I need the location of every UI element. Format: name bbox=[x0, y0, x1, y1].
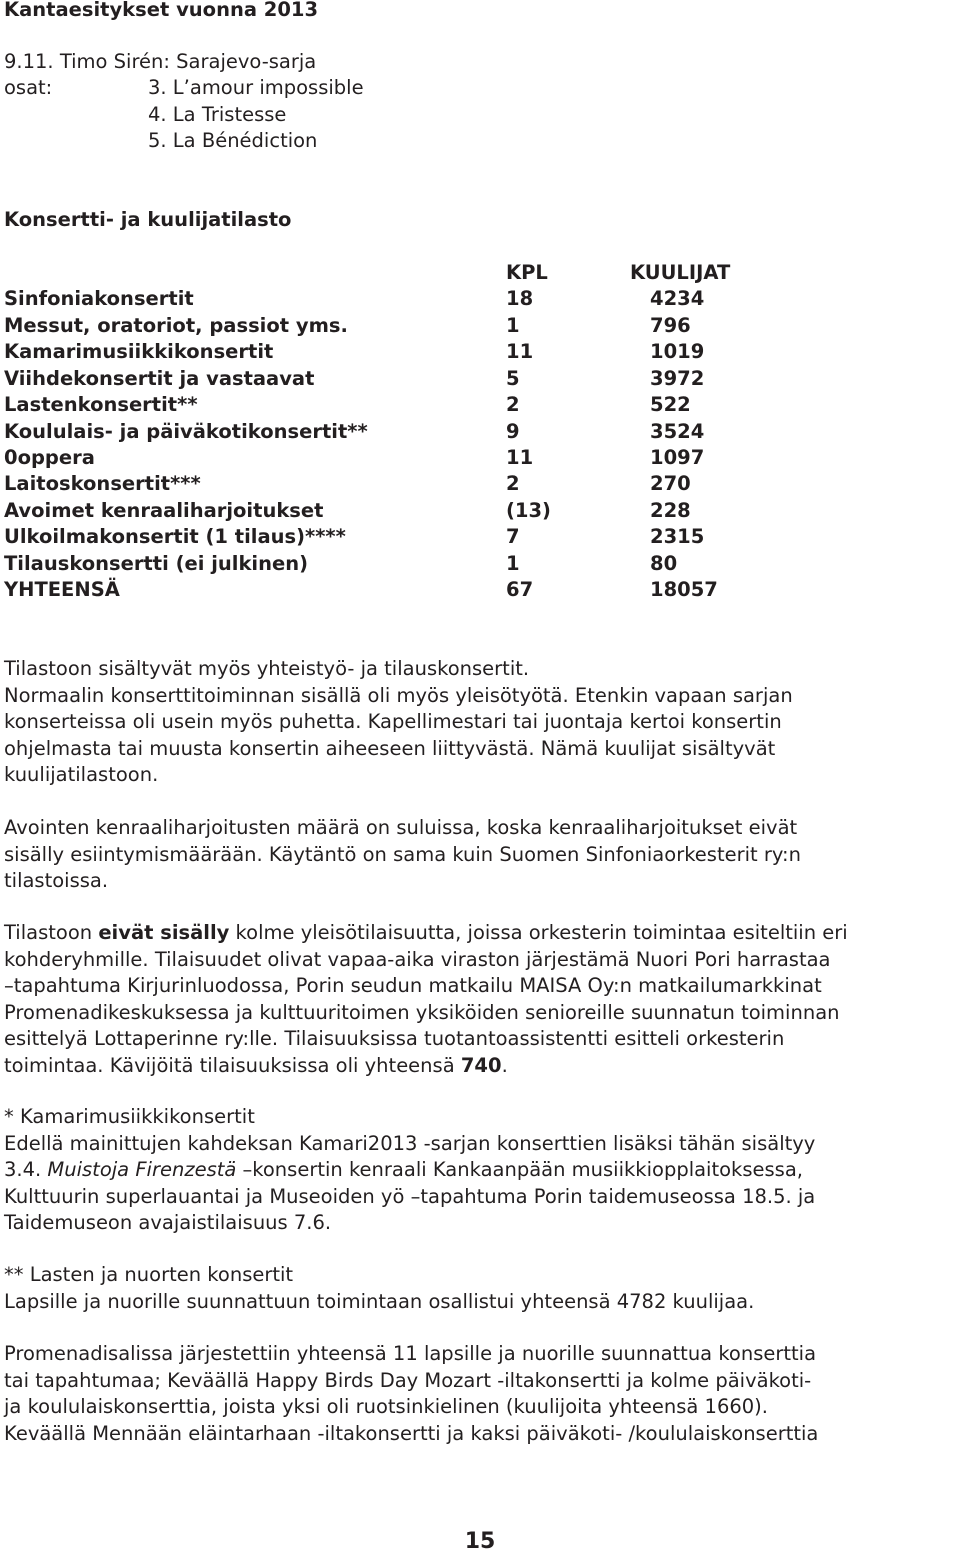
row-name: YHTEENSÄ bbox=[4, 578, 120, 601]
row-name: Viihdekonsertit ja vastaavat bbox=[4, 367, 315, 390]
table-row bbox=[0, 392, 960, 418]
text-line: ohjelmasta tai muusta konsertin aiheeseen liittyvästä. Nämä kuulijat sisältyvät bbox=[4, 736, 776, 760]
table-row bbox=[0, 366, 960, 392]
table-row bbox=[0, 339, 960, 365]
text-line: 3.4. Muistoja Firenzestä –konsertin kenraali Kankaanpään musiikkiopplaitoksessa, bbox=[4, 1158, 803, 1181]
text-line: konserteissa oli usein myös puhetta. Kapellimestari tai juontaja kertoi konsertin bbox=[4, 710, 782, 733]
row-kuulijat: 4234 bbox=[650, 287, 705, 310]
row-kpl: 5 bbox=[506, 367, 520, 390]
premiere-part: 5. La Bénédiction bbox=[148, 129, 318, 152]
table-row bbox=[0, 419, 960, 445]
table-row bbox=[0, 551, 960, 577]
table-row bbox=[0, 498, 960, 524]
note-paragraph bbox=[4, 1104, 959, 1237]
text-line: Edellä mainittujen kahdeksan Kamari2013 -sarjan konserttien lisäksi tähän sisältyy bbox=[4, 1131, 816, 1155]
text-line: * Kamarimusiikkikonsertit bbox=[4, 1105, 255, 1128]
col-header-kpl: KPL bbox=[506, 261, 548, 284]
row-kuulijat: 1019 bbox=[650, 340, 705, 363]
premiere-part: 3. L’amour impossible bbox=[148, 76, 364, 99]
row-name: Lastenkonsertit** bbox=[4, 393, 198, 416]
text-line: Promenadisalissa järjestettiin yhteensä 11 lapsille ja nuorille suunnattua konserttia bbox=[4, 1342, 817, 1365]
premiere-osat-label: osat: bbox=[4, 76, 53, 99]
text-line: Avointen kenraaliharjoitusten määrä on suluissa, koska kenraaliharjoitukset eivät bbox=[4, 816, 798, 839]
table-row-total bbox=[0, 577, 960, 603]
text-line: sisälly esiintymismäärään. Käytäntö on sama kuin Suomen Sinfoniaorkesterit ry:n bbox=[4, 842, 801, 866]
text-line: esittelyä Lottaperinne ry:lle. Tilaisuuksissa tuotantoassistentti esitteli orkesterin bbox=[4, 1027, 785, 1050]
premiere-line: 9.11. Timo Sirén: Sarajevo-sarja bbox=[4, 50, 317, 73]
row-kpl: 2 bbox=[506, 472, 520, 495]
row-kpl: 11 bbox=[506, 446, 534, 469]
text-line: Kulttuurin superlauantai ja Museoiden yö –tapahtuma Porin taidemuseossa 18.5. ja bbox=[4, 1184, 816, 1208]
emphasis: eivät sisälly bbox=[98, 921, 230, 944]
table-row bbox=[0, 286, 960, 312]
row-kpl: 7 bbox=[506, 525, 520, 548]
note-paragraph bbox=[4, 656, 959, 789]
stats-header bbox=[0, 260, 960, 286]
table-row bbox=[0, 445, 960, 471]
note-paragraph bbox=[4, 1262, 959, 1315]
table-row bbox=[0, 471, 960, 497]
row-kuulijat: 3972 bbox=[650, 367, 705, 390]
row-name: 0oppera bbox=[4, 446, 95, 469]
row-kpl: 18 bbox=[506, 287, 534, 310]
row-name: Avoimet kenraaliharjoitukset bbox=[4, 499, 324, 522]
stats-title: Konsertti- ja kuulijatilasto bbox=[4, 208, 292, 231]
row-name: Tilauskonsertti (ei julkinen) bbox=[4, 552, 309, 575]
table-row bbox=[0, 524, 960, 550]
emphasis: 740 bbox=[460, 1053, 502, 1077]
row-kpl: 1 bbox=[506, 552, 520, 575]
table-row bbox=[0, 313, 960, 339]
note-paragraph bbox=[4, 815, 959, 895]
text-line: tilastoissa. bbox=[4, 869, 109, 892]
premiere-part: 4. La Tristesse bbox=[148, 103, 287, 126]
row-kuulijat: 228 bbox=[650, 499, 691, 522]
text-line: –tapahtuma Kirjurinluodossa, Porin seudun matkailu MAISA Oy:n matkailumarkkinat bbox=[4, 974, 822, 997]
note-paragraph bbox=[4, 920, 959, 1079]
row-kpl: 2 bbox=[506, 393, 520, 416]
row-kpl: 11 bbox=[506, 340, 534, 363]
row-kpl: 9 bbox=[506, 420, 520, 443]
page-heading: Kantaesitykset vuonna 2013 bbox=[4, 0, 319, 21]
row-kuulijat: 3524 bbox=[650, 420, 705, 443]
text-line: Normaalin konserttitoiminnan sisällä oli myös yleisötyötä. Etenkin vapaan sarjan bbox=[4, 683, 793, 707]
text-line: Taidemuseon avajaistilaisuus 7.6. bbox=[4, 1211, 332, 1234]
italic-title: Muistoja Firenzestä bbox=[47, 1158, 237, 1181]
row-name: Messut, oratoriot, passiot yms. bbox=[4, 314, 348, 337]
row-kuulijat: 2315 bbox=[650, 525, 705, 548]
text-line: Tilastoon eivät sisälly kolme yleisötilaisuutta, joissa orkesterin toimintaa esiteltiin eri bbox=[4, 921, 848, 944]
text-line: Tilastoon sisältyvät myös yhteistyö- ja tilauskonsertit. bbox=[4, 657, 530, 680]
text-line: Lapsille ja nuorille suunnattuun toimintaan osallistui yhteensä 4782 kuulijaa. bbox=[4, 1289, 755, 1313]
row-kuulijat: 522 bbox=[650, 393, 691, 416]
row-name: Ulkoilmakonsertit (1 tilaus)**** bbox=[4, 525, 346, 548]
row-name: Koululais- ja päiväkotikonsertit** bbox=[4, 420, 368, 443]
text-line: kohderyhmille. Tilaisuudet olivat vapaa-aika viraston järjestämä Nuori Pori harrastaa bbox=[4, 947, 831, 971]
text-line: toimintaa. Kävijöitä tilaisuuksissa oli yhteensä 740. bbox=[4, 1053, 508, 1077]
page-number: 15 bbox=[464, 1529, 496, 1554]
row-kpl: 1 bbox=[506, 314, 520, 337]
row-kpl: (13) bbox=[506, 499, 551, 522]
text-line: Keväällä Mennään eläintarhaan -iltakonsertti ja kaksi päiväkoti- /koululaiskonserttia bbox=[4, 1421, 819, 1445]
row-kuulijat: 796 bbox=[650, 314, 691, 337]
row-kuulijat: 270 bbox=[650, 472, 691, 495]
row-kuulijat: 18057 bbox=[650, 578, 718, 601]
text-line: kuulijatilastoon. bbox=[4, 763, 159, 786]
col-header-kuulijat: KUULIJAT bbox=[630, 261, 731, 284]
text-line: ja koululaiskonserttia, joista yksi oli ruotsinkielinen (kuulijoita yhteensä 1660). bbox=[4, 1395, 768, 1418]
row-name: Sinfoniakonsertit bbox=[4, 287, 194, 310]
text-line: Promenadikeskuksessa ja kulttuuritoimen yksiköiden senioreille suunnatun toiminnan bbox=[4, 1000, 840, 1024]
row-kuulijat: 80 bbox=[650, 552, 678, 575]
row-kuulijat: 1097 bbox=[650, 446, 705, 469]
row-name: Laitoskonsertit*** bbox=[4, 472, 201, 495]
text-line: tai tapahtumaa; Keväällä Happy Birds Day Mozart -iltakonsertti ja kolme päiväkoti- bbox=[4, 1368, 812, 1392]
text-line: ** Lasten ja nuorten konsertit bbox=[4, 1263, 294, 1286]
row-name: Kamarimusiikkikonsertit bbox=[4, 340, 274, 363]
note-paragraph bbox=[4, 1341, 959, 1447]
row-kpl: 67 bbox=[506, 578, 534, 601]
